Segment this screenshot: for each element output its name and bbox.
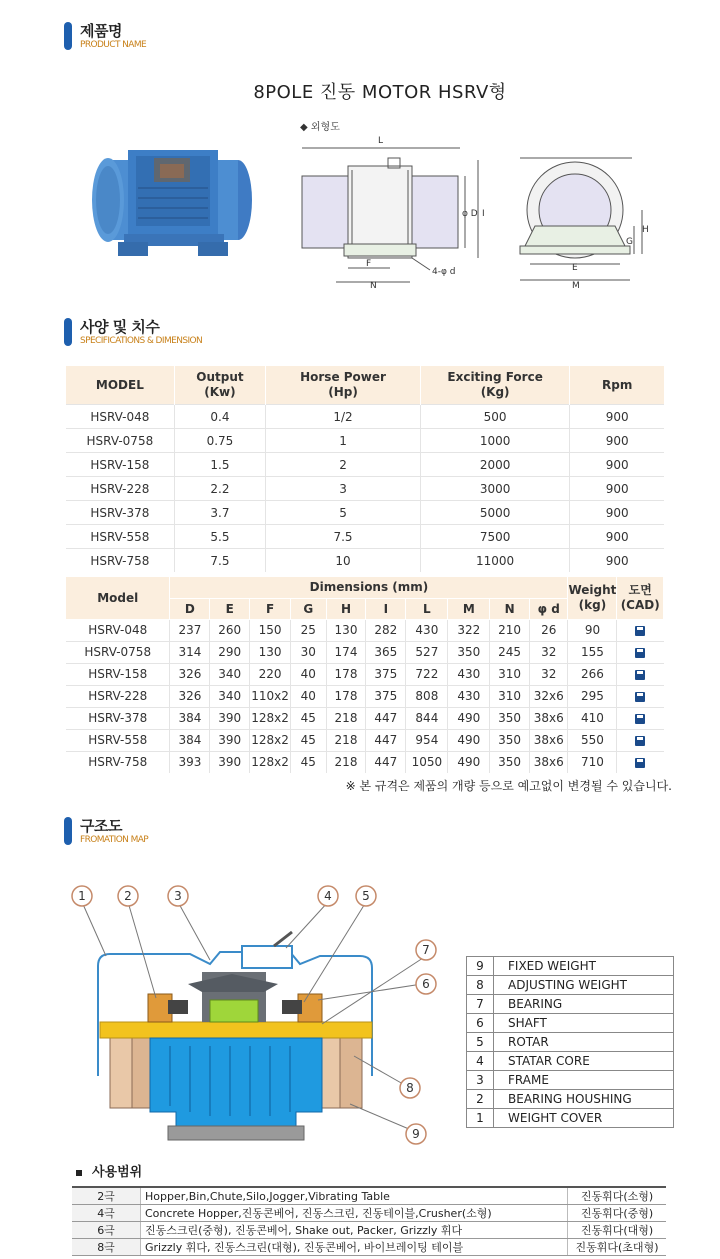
cad-cell[interactable] [617,619,664,641]
disk-icon[interactable] [635,670,645,680]
table-row [467,1033,674,1052]
part-number: 1 [467,1109,494,1128]
section-title-ko: 사양 및 치수 [80,318,160,336]
outline-drawing [290,130,650,292]
dim-cell: 310 [490,685,530,707]
part-name: ROTAR [494,1033,674,1052]
spec-cell: 900 [570,477,664,501]
dim-cell: 375 [366,685,406,707]
dim-cell: 45 [290,729,326,751]
table-row [66,751,664,773]
dim-cell: 40 [290,685,326,707]
dim-col-header: L [406,598,448,619]
dim-cell: 314 [170,641,210,663]
callout-number: 6 [422,977,430,991]
table-row [66,405,664,429]
dim-cell: 384 [170,729,210,751]
spec-cell: HSRV-158 [66,453,174,477]
dim-cell: 218 [326,751,366,773]
dim-col-header: N [490,598,530,619]
cad-cell[interactable] [617,751,664,773]
dim-cell: 130 [250,641,291,663]
usage-application: Hopper,Bin,Chute,Silo,Jogger,Vibrating Table [141,1187,568,1205]
spec-cell: 900 [570,453,664,477]
dim-cell: 260 [210,619,250,641]
spec-cell: 7.5 [174,549,265,573]
usage-class: 진동휘다(소형) [568,1187,667,1205]
dim-cell: 390 [210,707,250,729]
table-row [467,1071,674,1090]
dim-cell: 430 [448,663,490,685]
dim-cell: 326 [170,663,210,685]
spec-cell: 900 [570,405,664,429]
usage-class: 진동휘다(중형) [568,1205,667,1222]
part-name: WEIGHT COVER [494,1109,674,1128]
spec-table [66,366,664,572]
dim-cell: 25 [290,619,326,641]
dim-cell: 32 [530,663,568,685]
dim-cell: 447 [366,707,406,729]
dim-cell: 326 [170,685,210,707]
dim-cell: 128x2 [250,707,291,729]
table-row [72,1187,666,1205]
dim-cell: 310 [490,663,530,685]
dim-cell: 32x6 [530,685,568,707]
disk-icon[interactable] [635,692,645,702]
dim-cell: 447 [366,751,406,773]
dim-cell: 45 [290,707,326,729]
table-row [72,1205,666,1222]
dim-cell: 844 [406,707,448,729]
dim-col-header: H [326,598,366,619]
spec-header-cell: Output (Kw) [174,366,265,405]
section-bar [64,22,72,50]
section-title-ko: 제품명 [80,22,122,40]
cad-cell[interactable] [617,641,664,663]
dim-cell: 295 [568,685,617,707]
dim-cell: 393 [170,751,210,773]
table-row [467,1014,674,1033]
dim-cell: 90 [568,619,617,641]
spec-header-cell: Horse Power (Hp) [266,366,421,405]
spec-cell: 3 [266,477,421,501]
dim-header-cad: 도면 (CAD) [617,577,664,619]
dim-cell: 430 [448,685,490,707]
part-number: 5 [467,1033,494,1052]
spec-cell: 3000 [420,477,569,501]
dim-label-G: G [626,237,633,247]
dim-cell: HSRV-378 [66,707,170,729]
spec-cell: 3.7 [174,501,265,525]
dim-cell: 340 [210,685,250,707]
dim-cell: 390 [210,729,250,751]
section-title-en: FROMATION MAP [80,835,149,845]
spec-cell: 1/2 [266,405,421,429]
usage-class: 진동휘다(대형) [568,1222,667,1239]
dim-cell: 322 [448,619,490,641]
spec-cell: 900 [570,525,664,549]
dim-cell: 128x2 [250,729,291,751]
table-row [72,1222,666,1239]
part-name: SHAFT [494,1014,674,1033]
table-row [66,477,664,501]
spec-cell: 900 [570,501,664,525]
table-row [66,685,664,707]
table-row [467,1090,674,1109]
dim-label-D: φ D [462,209,478,219]
usage-table [72,1186,666,1256]
dim-label-N: N [370,281,377,291]
dim-cell: 45 [290,751,326,773]
dim-col-header: G [290,598,326,619]
dim-cell: 290 [210,641,250,663]
dim-cell: 237 [170,619,210,641]
spec-note: ※ 본 규격은 제품의 개량 등으로 예고없이 변경될 수 있습니다. [345,779,672,793]
dim-label-H: H [642,225,649,235]
table-row [66,619,664,641]
part-number: 2 [467,1090,494,1109]
product-title: 8POLE 진동 MOTOR HSRV형 [253,82,507,103]
dim-cell: 40 [290,663,326,685]
dim-cell: 110x2 [250,685,291,707]
dim-cell: 130 [326,619,366,641]
dim-cell: 150 [250,619,291,641]
spec-cell: 5 [266,501,421,525]
dim-cell: 350 [448,641,490,663]
spec-cell: 2 [266,453,421,477]
spec-cell: 7.5 [266,525,421,549]
section-title-en: PRODUCT NAME [80,40,147,50]
dim-cell: 390 [210,751,250,773]
motor-photo [88,138,258,262]
table-row [66,663,664,685]
callout-number: 2 [124,889,132,903]
cad-cell[interactable] [617,707,664,729]
dim-col-header: M [448,598,490,619]
usage-title-text: 사용범위 [92,1165,143,1180]
dim-cell: 155 [568,641,617,663]
table-row [66,641,664,663]
formation-diagram [60,876,450,1152]
callout-number: 4 [324,889,332,903]
dim-cell: 220 [250,663,291,685]
cad-cell[interactable] [617,663,664,685]
part-name: FRAME [494,1071,674,1090]
table-row [66,453,664,477]
disk-icon[interactable] [635,714,645,724]
dim-col-header: D [170,598,210,619]
usage-pole: 8극 [72,1239,141,1256]
dim-cell: 282 [366,619,406,641]
spec-cell: 5.5 [174,525,265,549]
usage-application: 진동스크린(중형), 진동콘베어, Shake out, Packer, Grizzly 휘다 [141,1222,568,1239]
dim-cell: 218 [326,707,366,729]
table-row [467,1052,674,1071]
spec-cell: HSRV-558 [66,525,174,549]
dim-cell: 384 [170,707,210,729]
part-number: 4 [467,1052,494,1071]
spec-cell: 0.75 [174,429,265,453]
spec-cell: 11000 [420,549,569,573]
table-row [66,501,664,525]
dim-cell: 26 [530,619,568,641]
dim-cell: 218 [326,729,366,751]
spec-header-cell: Rpm [570,366,664,405]
table-row [66,729,664,751]
dim-col-header: I [366,598,406,619]
part-number: 3 [467,1071,494,1090]
dim-cell: 1050 [406,751,448,773]
section-title-en: SPECIFICATIONS & DIMENSION [80,336,203,346]
dim-cell: 490 [448,707,490,729]
dim-cell: 38x6 [530,751,568,773]
table-row [66,429,664,453]
parts-table [466,956,674,1128]
cad-cell[interactable] [617,729,664,751]
usage-pole: 6극 [72,1222,141,1239]
dim-cell: 550 [568,729,617,751]
dim-label-L: L [378,136,384,146]
disk-icon[interactable] [635,736,645,746]
dim-cell: 174 [326,641,366,663]
spec-cell: HSRV-228 [66,477,174,501]
dim-cell: 245 [490,641,530,663]
table-row [66,525,664,549]
dim-header-group: Dimensions (mm) [170,577,568,598]
spec-cell: 5000 [420,501,569,525]
dim-cell: 722 [406,663,448,685]
spec-cell: 0.4 [174,405,265,429]
dim-cell: 178 [326,663,366,685]
dim-col-header: F [250,598,291,619]
disk-icon[interactable] [635,648,645,658]
dim-cell: 340 [210,663,250,685]
dim-cell: 447 [366,729,406,751]
table-row [66,707,664,729]
spec-cell: 1.5 [174,453,265,477]
dim-cell: 32 [530,641,568,663]
callout-number: 7 [422,943,430,957]
spec-cell: 7500 [420,525,569,549]
part-name: FIXED WEIGHT [494,957,674,976]
dim-cell: 178 [326,685,366,707]
spec-cell: HSRV-378 [66,501,174,525]
dim-cell: 210 [490,619,530,641]
part-number: 9 [467,957,494,976]
usage-class: 진동휘다(초대형) [568,1239,667,1256]
table-row [467,957,674,976]
dim-cell: 350 [490,707,530,729]
dim-cell: 410 [568,707,617,729]
table-row [467,995,674,1014]
table-row [66,549,664,573]
callout-number: 3 [174,889,182,903]
usage-application: Grizzly 휘다, 진동스크린(대형), 진동콘베어, 바이브레이팅 테이블 [141,1239,568,1256]
dim-cell: HSRV-0758 [66,641,170,663]
usage-application: Concrete Hopper,진동콘베어, 진동스크린, 진동테이블,Crusher(소형) [141,1205,568,1222]
spec-header-cell: MODEL [66,366,174,405]
callout-number: 9 [412,1127,420,1141]
dim-cell: 954 [406,729,448,751]
spec-cell: 10 [266,549,421,573]
dim-label-M: M [572,281,580,291]
disk-icon[interactable] [635,626,645,636]
dim-cell: HSRV-558 [66,729,170,751]
part-name: ADJUSTING WEIGHT [494,976,674,995]
dim-header-weight: Weight (kg) [568,577,617,619]
dim-label-E: E [572,263,578,273]
dim-cell: 350 [490,729,530,751]
dim-cell: HSRV-758 [66,751,170,773]
dimension-table [66,577,664,773]
spec-cell: 1 [266,429,421,453]
dim-cell: 38x6 [530,729,568,751]
part-name: BEARING [494,995,674,1014]
spec-header-cell: Exciting Force (Kg) [420,366,569,405]
usage-title [76,1161,142,1180]
table-row [72,1239,666,1256]
dim-cell: 350 [490,751,530,773]
part-number: 8 [467,976,494,995]
disk-icon[interactable] [635,758,645,768]
spec-cell: 1000 [420,429,569,453]
dim-label-holes: 4-φ d [432,267,456,277]
dim-cell: 375 [366,663,406,685]
dim-header-model: Model [66,577,170,619]
dim-cell: 710 [568,751,617,773]
table-row [467,1109,674,1128]
dim-cell: 808 [406,685,448,707]
dim-label-F: F [366,259,372,269]
spec-cell: 900 [570,549,664,573]
dim-cell: 527 [406,641,448,663]
dim-cell: HSRV-048 [66,619,170,641]
spec-cell: 900 [570,429,664,453]
spec-cell: HSRV-758 [66,549,174,573]
dim-cell: 266 [568,663,617,685]
dim-col-header: φ d [530,598,568,619]
cad-cell[interactable] [617,685,664,707]
spec-cell: 2.2 [174,477,265,501]
dim-cell: 490 [448,729,490,751]
spec-cell: HSRV-048 [66,405,174,429]
section-title-ko: 구조도 [80,817,122,835]
bullet-square-icon [76,1170,82,1176]
section-bar [64,817,72,845]
dim-cell: 430 [406,619,448,641]
dim-cell: 30 [290,641,326,663]
dim-cell: 38x6 [530,707,568,729]
dim-col-header: E [210,598,250,619]
part-name: BEARING HOUSHING [494,1090,674,1109]
section-bar [64,318,72,346]
callout-number: 1 [78,889,86,903]
part-number: 7 [467,995,494,1014]
part-number: 6 [467,1014,494,1033]
part-name: STATAR CORE [494,1052,674,1071]
dim-cell: 365 [366,641,406,663]
usage-pole: 4극 [72,1205,141,1222]
spec-cell: HSRV-0758 [66,429,174,453]
callout-number: 8 [406,1081,414,1095]
callout-number: 5 [362,889,370,903]
usage-pole: 2극 [72,1187,141,1205]
dim-cell: 128x2 [250,751,291,773]
spec-cell: 500 [420,405,569,429]
dim-cell: HSRV-228 [66,685,170,707]
table-row [467,976,674,995]
dim-cell: 490 [448,751,490,773]
outline-label: ◆ 외형도 [300,122,340,133]
dim-label-I: I [482,209,485,219]
dim-cell: HSRV-158 [66,663,170,685]
spec-cell: 2000 [420,453,569,477]
